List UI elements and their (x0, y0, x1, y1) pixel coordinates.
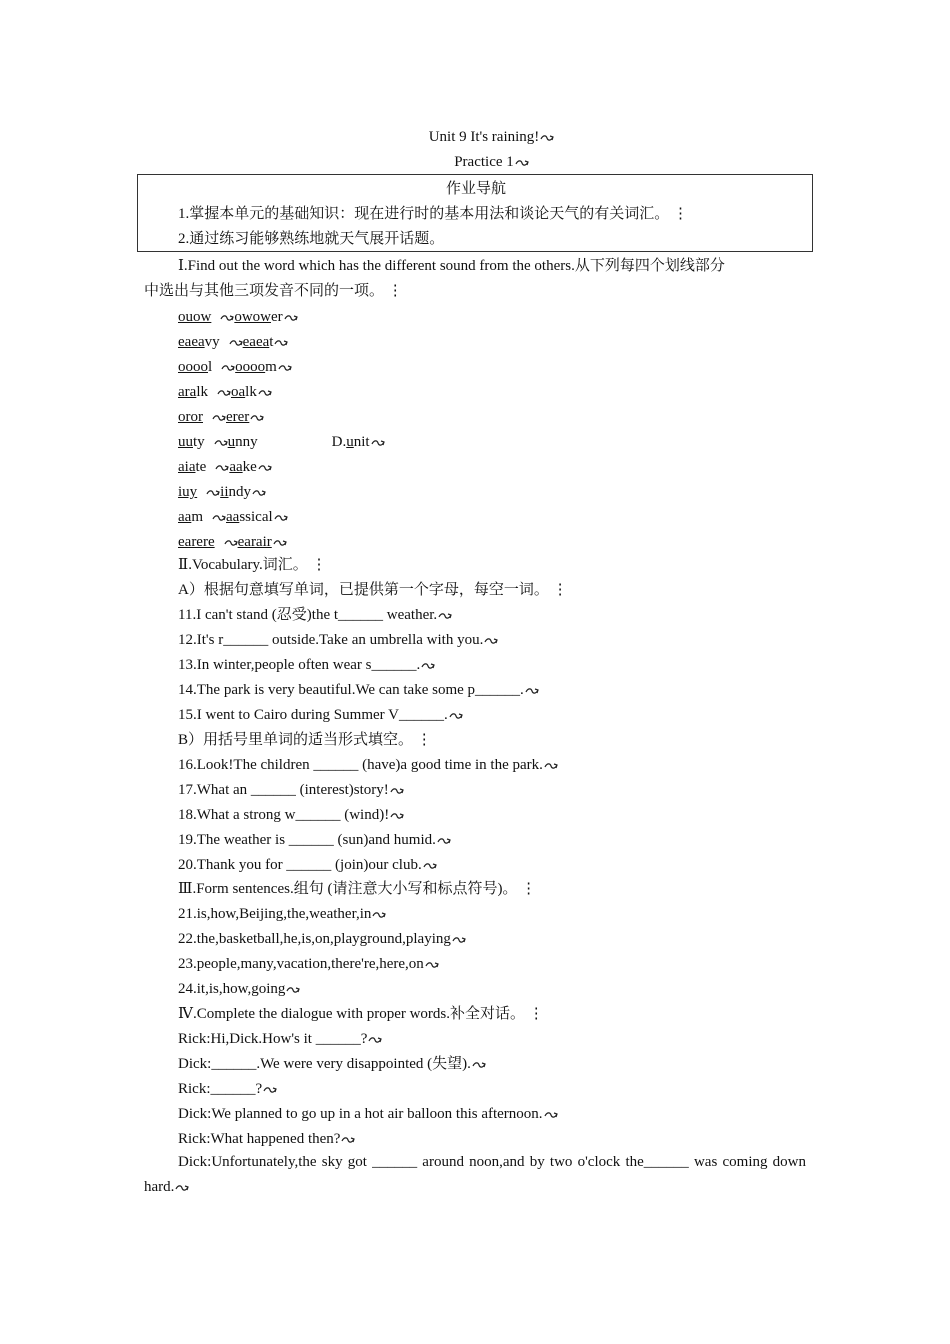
dialogue-line-text: Dick:We planned to go up in a hot air balloon this afternoon. (178, 1106, 543, 1122)
option-d-prefix: D. (331, 434, 347, 450)
return-arrow-icon (371, 439, 385, 447)
dialogue-line (178, 1080, 277, 1098)
vocab-b-item (178, 831, 451, 849)
phonics-item (178, 508, 288, 526)
page-subtitle-line (0, 153, 950, 171)
vocab-b-item (178, 806, 404, 824)
section4-heading: Ⅳ.Complete the dialogue with proper words.补全对话。 ⋮ (178, 1006, 544, 1022)
option-a-underlined: aa (178, 509, 192, 525)
return-arrow-icon (390, 812, 404, 820)
option-b-rest: er (271, 309, 283, 325)
option-d-underlined: u (346, 434, 354, 450)
sentence-item-text: 21.is,how,Beijing,the,weather,in (178, 906, 372, 922)
return-arrow-icon (286, 986, 300, 994)
option-b-rest: ke (242, 459, 257, 475)
option-a-underlined: ouow (178, 309, 212, 325)
vocab-b-item (178, 756, 558, 774)
return-arrow-icon (372, 911, 386, 919)
section1-intro (144, 254, 806, 304)
section1-intro-line2: 中选出与其他三项发音不同的一项。 ⋮ (144, 283, 403, 299)
vocab-b-item (178, 781, 404, 799)
return-arrow-icon (544, 1111, 558, 1119)
return-arrow-icon (212, 514, 226, 522)
return-arrow-icon (258, 464, 272, 472)
option-b-rest: nny (235, 434, 258, 450)
option-a-underlined: iuy (178, 484, 198, 500)
option-b-underlined: owow (234, 309, 272, 325)
phonics-item (178, 383, 272, 401)
return-arrow-icon (217, 389, 231, 397)
section1-intro-line1: Ⅰ.Find out the word which has the different sound from the others.从下列每四个划线部分 (178, 258, 725, 274)
option-a-rest: ty (193, 434, 205, 450)
guide-heading: 作业导航 (445, 181, 506, 197)
sentence-item-text: 23.people,many,vacation,there're,here,on (178, 956, 424, 972)
option-b-underlined: ii (220, 484, 229, 500)
vocab-b-item-text: 17.What an ______ (interest)story! (178, 782, 389, 798)
phonics-item (178, 533, 287, 551)
sentence-item (178, 955, 439, 973)
dialogue-line-text: Rick:______? (178, 1081, 263, 1097)
vocab-a-item-text: 12.It's r______ outside.Take an umbrella with you. (178, 632, 484, 648)
option-b-rest: t (269, 334, 274, 350)
page-title: Unit 9 It's raining! (428, 129, 540, 145)
phonics-item (178, 458, 272, 476)
return-arrow-icon (250, 414, 264, 422)
phonics-item (178, 483, 266, 501)
guide-item-2: 2.通过练习能够熟练地就天气展开话题。 (178, 231, 445, 247)
return-arrow-icon (515, 159, 529, 167)
return-arrow-icon (423, 862, 437, 870)
dialogue-line (178, 1055, 486, 1073)
return-arrow-icon (341, 1136, 355, 1144)
return-arrow-icon (175, 1184, 189, 1192)
vocab-a-item (178, 681, 539, 699)
option-b-underlined: earair (237, 534, 272, 550)
phonics-item (178, 433, 385, 451)
phonics-item (178, 308, 298, 326)
vocab-a-item (178, 631, 498, 649)
dialogue-line-text: Dick:______.We were very disappointed (失望). (178, 1056, 471, 1072)
vocab-a-item-text: 11.I can't stand (忍受)the t______ weather. (178, 607, 438, 623)
option-b-underlined: u (227, 434, 236, 450)
return-arrow-icon (224, 539, 238, 547)
return-arrow-icon (221, 364, 235, 372)
dialogue-line-text: Rick:What happened then? (178, 1131, 341, 1147)
vocab-b-item-text: 18.What a strong w______ (wind)! (178, 807, 390, 823)
vocab-a-item (178, 606, 452, 624)
return-arrow-icon (452, 936, 466, 944)
homework-guide-box (137, 174, 813, 252)
option-a-rest: te (195, 459, 207, 475)
return-arrow-icon (544, 762, 558, 770)
option-b-rest: ssical (239, 509, 273, 525)
dialogue-line (178, 1130, 355, 1148)
section2-a-heading: A）根据句意填写单词，已提供第一个字母，每空一词。 ⋮ (178, 582, 568, 598)
sentence-item (178, 905, 386, 923)
phonics-item (178, 358, 292, 376)
option-a-rest: lk (196, 384, 208, 400)
return-arrow-icon (484, 637, 498, 645)
option-a-underlined: ara (178, 384, 197, 400)
option-b-rest: lk (245, 384, 257, 400)
dialogue-line (178, 1030, 382, 1048)
return-arrow-icon (214, 439, 228, 447)
return-arrow-icon (220, 314, 234, 322)
return-arrow-icon (540, 134, 554, 142)
option-a-underlined: oror (178, 409, 203, 425)
option-a-rest: vy (204, 334, 220, 350)
return-arrow-icon (206, 489, 220, 497)
return-arrow-icon (274, 339, 288, 347)
return-arrow-icon (274, 514, 288, 522)
vocab-a-item (178, 656, 435, 674)
option-a-underlined: oooo (178, 359, 208, 375)
phonics-item (178, 333, 288, 351)
sentence-item-text: 22.the,basketball,he,is,on,playground,playing (178, 931, 451, 947)
sentence-item (178, 980, 300, 998)
return-arrow-icon (263, 1086, 277, 1094)
page-title-line (0, 128, 950, 146)
option-a-underlined: aia (178, 459, 196, 475)
return-arrow-icon (229, 339, 243, 347)
dialogue-last-paragraph (144, 1150, 806, 1200)
vocab-a-item-text: 15.I went to Cairo during Summer V______. (178, 707, 448, 723)
vocab-a-item-text: 14.The park is very beautiful.We can take some p______. (178, 682, 524, 698)
return-arrow-icon (472, 1061, 486, 1069)
section2-heading: Ⅱ.Vocabulary.词汇。 ⋮ (178, 557, 327, 573)
option-b-underlined: eaea (242, 334, 270, 350)
dialogue-line (178, 1105, 558, 1123)
vocab-b-item-text: 19.The weather is ______ (sun)and humid. (178, 832, 436, 848)
option-b-rest: m (265, 359, 277, 375)
option-a-underlined: eaea (178, 334, 205, 350)
phonics-item (178, 408, 264, 426)
page-subtitle: Practice 1 (454, 154, 514, 170)
return-arrow-icon (252, 489, 266, 497)
option-d-rest: nit (353, 434, 370, 450)
option-b-underlined: oooo (235, 359, 266, 375)
option-b-underlined: aa (226, 509, 240, 525)
return-arrow-icon (449, 712, 463, 720)
return-arrow-icon (525, 687, 539, 695)
section3-heading: Ⅲ.Form sentences.组句 (请注意大小写和标点符号)。 ⋮ (178, 881, 537, 897)
return-arrow-icon (258, 389, 272, 397)
return-arrow-icon (368, 1036, 382, 1044)
option-b-underlined: oa (230, 384, 246, 400)
dialogue-line-text: Rick:Hi,Dick.How's it ______? (178, 1031, 368, 1047)
return-arrow-icon (215, 464, 229, 472)
option-b-underlined: aa (229, 459, 243, 475)
vocab-b-item (178, 856, 437, 874)
return-arrow-icon (437, 837, 451, 845)
vocab-b-item-text: 20.Thank you for ______ (join)our club. (178, 857, 422, 873)
vocab-a-item-text: 13.In winter,people often wear s______. (178, 657, 421, 673)
guide-item-1: 1.掌握本单元的基础知识：现在进行时的基本用法和谈论天气的有关词汇。 ⋮ (178, 206, 689, 222)
return-arrow-icon (212, 414, 226, 422)
option-a-rest: m (191, 509, 203, 525)
option-a-underlined: earere (178, 534, 215, 550)
return-arrow-icon (273, 539, 287, 547)
option-a-underlined: uu (178, 434, 193, 450)
return-arrow-icon (390, 787, 404, 795)
option-b-rest: ndy (228, 484, 252, 500)
sentence-item-text: 24.it,is,how,going (178, 981, 286, 997)
return-arrow-icon (284, 314, 298, 322)
option-b-underlined: erer (226, 409, 250, 425)
vocab-b-item-text: 16.Look!The children ______ (have)a good time in the park. (178, 757, 543, 773)
section2-b-heading: B）用括号里单词的适当形式填空。 ⋮ (178, 732, 432, 748)
return-arrow-icon (425, 961, 439, 969)
return-arrow-icon (438, 612, 452, 620)
option-a-rest: l (208, 359, 213, 375)
return-arrow-icon (421, 662, 435, 670)
dialogue-last-text: Dick:Unfortunately,the sky got ______ around noon,and by two o'clock the______ was coming down hard. (144, 1154, 806, 1195)
vocab-a-item (178, 706, 463, 724)
sentence-item (178, 930, 466, 948)
return-arrow-icon (278, 364, 292, 372)
